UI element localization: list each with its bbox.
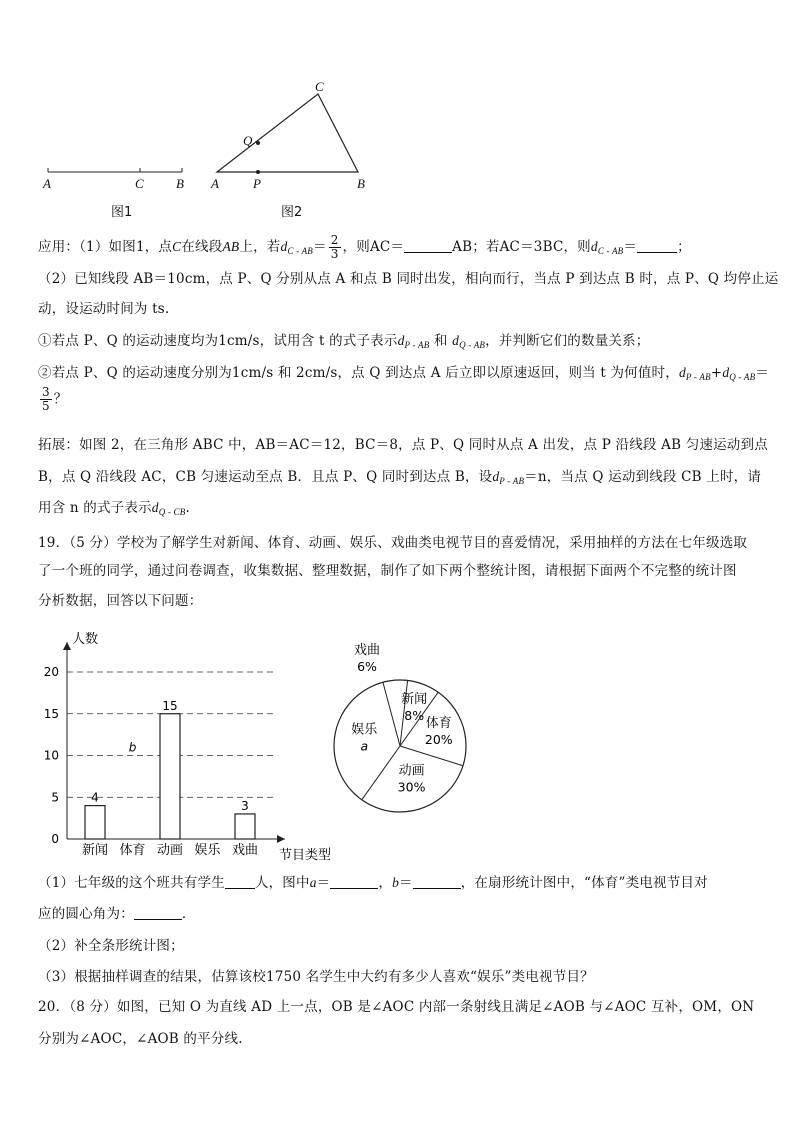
pie-slice-name: 戏曲: [353, 643, 381, 658]
fig2-point-q: Q: [243, 133, 253, 148]
q18-case1: ①若点 P、Q 的运动速度均为1cm/s，试用含 t 的式子表示$d_{P - AB}$ 和 $d_{Q - AB}$，并判断它们的数量关系；: [38, 333, 650, 350]
q20-line2: 分别为∠AOC，∠AOB 的平分线.: [38, 1031, 243, 1047]
answer-blank-angle[interactable]: [134, 905, 182, 920]
q19-line3: 分析数据，回答以下问题：: [38, 593, 203, 609]
fraction-2-3: $\frac{2}{3}$: [330, 233, 339, 261]
y-tick-label: 15: [43, 706, 59, 721]
q18-case2-fraction-line: $\frac{3}{5}$ ？: [42, 385, 68, 413]
y-axis-arrow: [63, 642, 71, 650]
bar: [160, 714, 180, 839]
fig2-caption: 图2: [281, 205, 303, 220]
pie-slice-name: 体育: [425, 715, 452, 731]
point-p-dot: [256, 170, 260, 174]
fig1-point-c: C: [135, 176, 144, 191]
bar-chart: [40, 618, 350, 866]
x-axis-arrow: [277, 835, 285, 843]
answer-blank-b[interactable]: [413, 874, 461, 889]
q19-sub1-line1: （1）七年级的这个班共有学生 人，图中a＝ ，b＝ ，在扇形统计图中，“体育”类电视节目对: [38, 875, 708, 891]
q19-sub3: （3）根据抽样调查的结果，估算该校1750 名学生中大约有多少人喜欢“娱乐”类电视节目？: [38, 969, 594, 985]
x-tick-label: 动画: [156, 843, 184, 858]
fig1-point-b: B: [176, 176, 184, 191]
triangle-abc: [217, 94, 358, 172]
q18-extension-line3: 用含 n 的式子表示$d_{Q - CB}$.: [38, 500, 190, 517]
y-tick-label: 5: [51, 790, 59, 805]
x-tick-label: 体育: [119, 843, 146, 858]
fig1-point-a: A: [43, 176, 51, 191]
figure-2: [205, 85, 375, 185]
q18-part2-line1: （2）已知线段 AB＝10cm，点 P、Q 分别从点 A 和点 B 同时出发，相向而行，当点 P 到达点 B 时，点 P、Q 均停止运: [38, 271, 779, 287]
pie-slice-name: 娱乐: [351, 722, 378, 738]
q19-sub2: （2）补全条形统计图；: [38, 938, 184, 954]
bar-value-label: 15: [162, 698, 178, 713]
bar: [85, 806, 105, 839]
fig2-point-a: A: [211, 176, 219, 191]
pie-slice-value: 8%: [404, 708, 425, 724]
q18-extension-line1: 拓展：如图 2，在三角形 ABC 中，AB＝AC＝12，BC＝8，点 P、Q 同时从点 A 出发，点 P 沿线段 AB 匀速运动到点: [38, 437, 768, 453]
fig1-caption: 图1: [111, 205, 133, 220]
q19-sub1-line2: 应的圆心角为： ．: [38, 906, 196, 922]
fraction-3-5: $\frac{3}{5}$: [42, 385, 50, 413]
fig2-point-b: B: [357, 176, 365, 191]
pie-slice-value: a: [360, 738, 369, 754]
answer-blank-ac[interactable]: [404, 238, 452, 253]
x-tick-label: 戏曲: [231, 843, 259, 858]
fig2-point-c: C: [315, 79, 324, 94]
q20-line1: 20．（8 分）如图，已知 O 为直线 AD 上一点，OB 是∠AOC 内部一条射线且满足∠AOB 与∠AOC 互补，OM，ON: [38, 999, 755, 1015]
q19-line1: 19．（5 分）学校为了解学生对新闻、体育、动画、娱乐、戏曲类电视节目的喜爱情况，采用抽样的方法在七年级选取: [38, 535, 748, 551]
pie-slice-name: 动画: [398, 763, 425, 779]
point-q-dot: [256, 141, 260, 145]
q18-case2: ②若点 P、Q 的运动速度分别为1cm/s 和 2cm/s，点 Q 到达点 A 后立即以原速返回，则当 t 为何值时，$d_{P - AB}+d_{Q - AB}=$: [38, 365, 769, 382]
q18-part2-line2: 动，设运动时间为 ts.: [38, 301, 170, 317]
answer-blank-dcab[interactable]: [637, 238, 677, 253]
y-tick-label: 10: [43, 748, 59, 763]
y-tick-label: 0: [51, 832, 59, 846]
fig2-point-p: P: [253, 176, 261, 191]
answer-blank-total[interactable]: [225, 874, 255, 889]
q18-application-line: 应用：（1）如图1，点C在线段AB上，若$d_{C - AB}=$ $\frac{2}{3}$ ，则AC＝ AB；若AC＝3BC，则$d_{C - AB}=$ ；: [38, 233, 691, 261]
pie-chart: [325, 630, 485, 830]
x-axis-label: 节目类型: [279, 848, 332, 863]
bar: [235, 814, 255, 839]
pie-slice-value: 20%: [424, 731, 453, 747]
bar-value-label: b: [128, 740, 137, 755]
x-tick-label: 娱乐: [194, 843, 221, 858]
bar-value-label: 4: [91, 790, 99, 805]
q19-line2: 了一个班的同学，通过问卷调查，收集数据、整理数据，制作了如下两个整统计图，请根据下面两个不完整的统计图: [38, 563, 737, 579]
pie-slice-value: 6%: [357, 659, 377, 674]
q18-extension-line2: B，点 Q 沿线段 AC，CB 匀速运动至点 B．且点 P、Q 同时到达点 B，设$d_{P - AB}=n$，当点 Q 运动到线段 CB 上时，请: [38, 469, 762, 486]
pie-slice-value: 30%: [397, 779, 426, 795]
pie-slice-name: 新闻: [401, 692, 428, 708]
y-axis-label: 人数: [72, 632, 99, 647]
y-tick-label: 20: [43, 665, 59, 679]
bar-value-label: 3: [241, 798, 249, 813]
answer-blank-a[interactable]: [330, 874, 378, 889]
x-tick-label: 新闻: [81, 843, 109, 858]
